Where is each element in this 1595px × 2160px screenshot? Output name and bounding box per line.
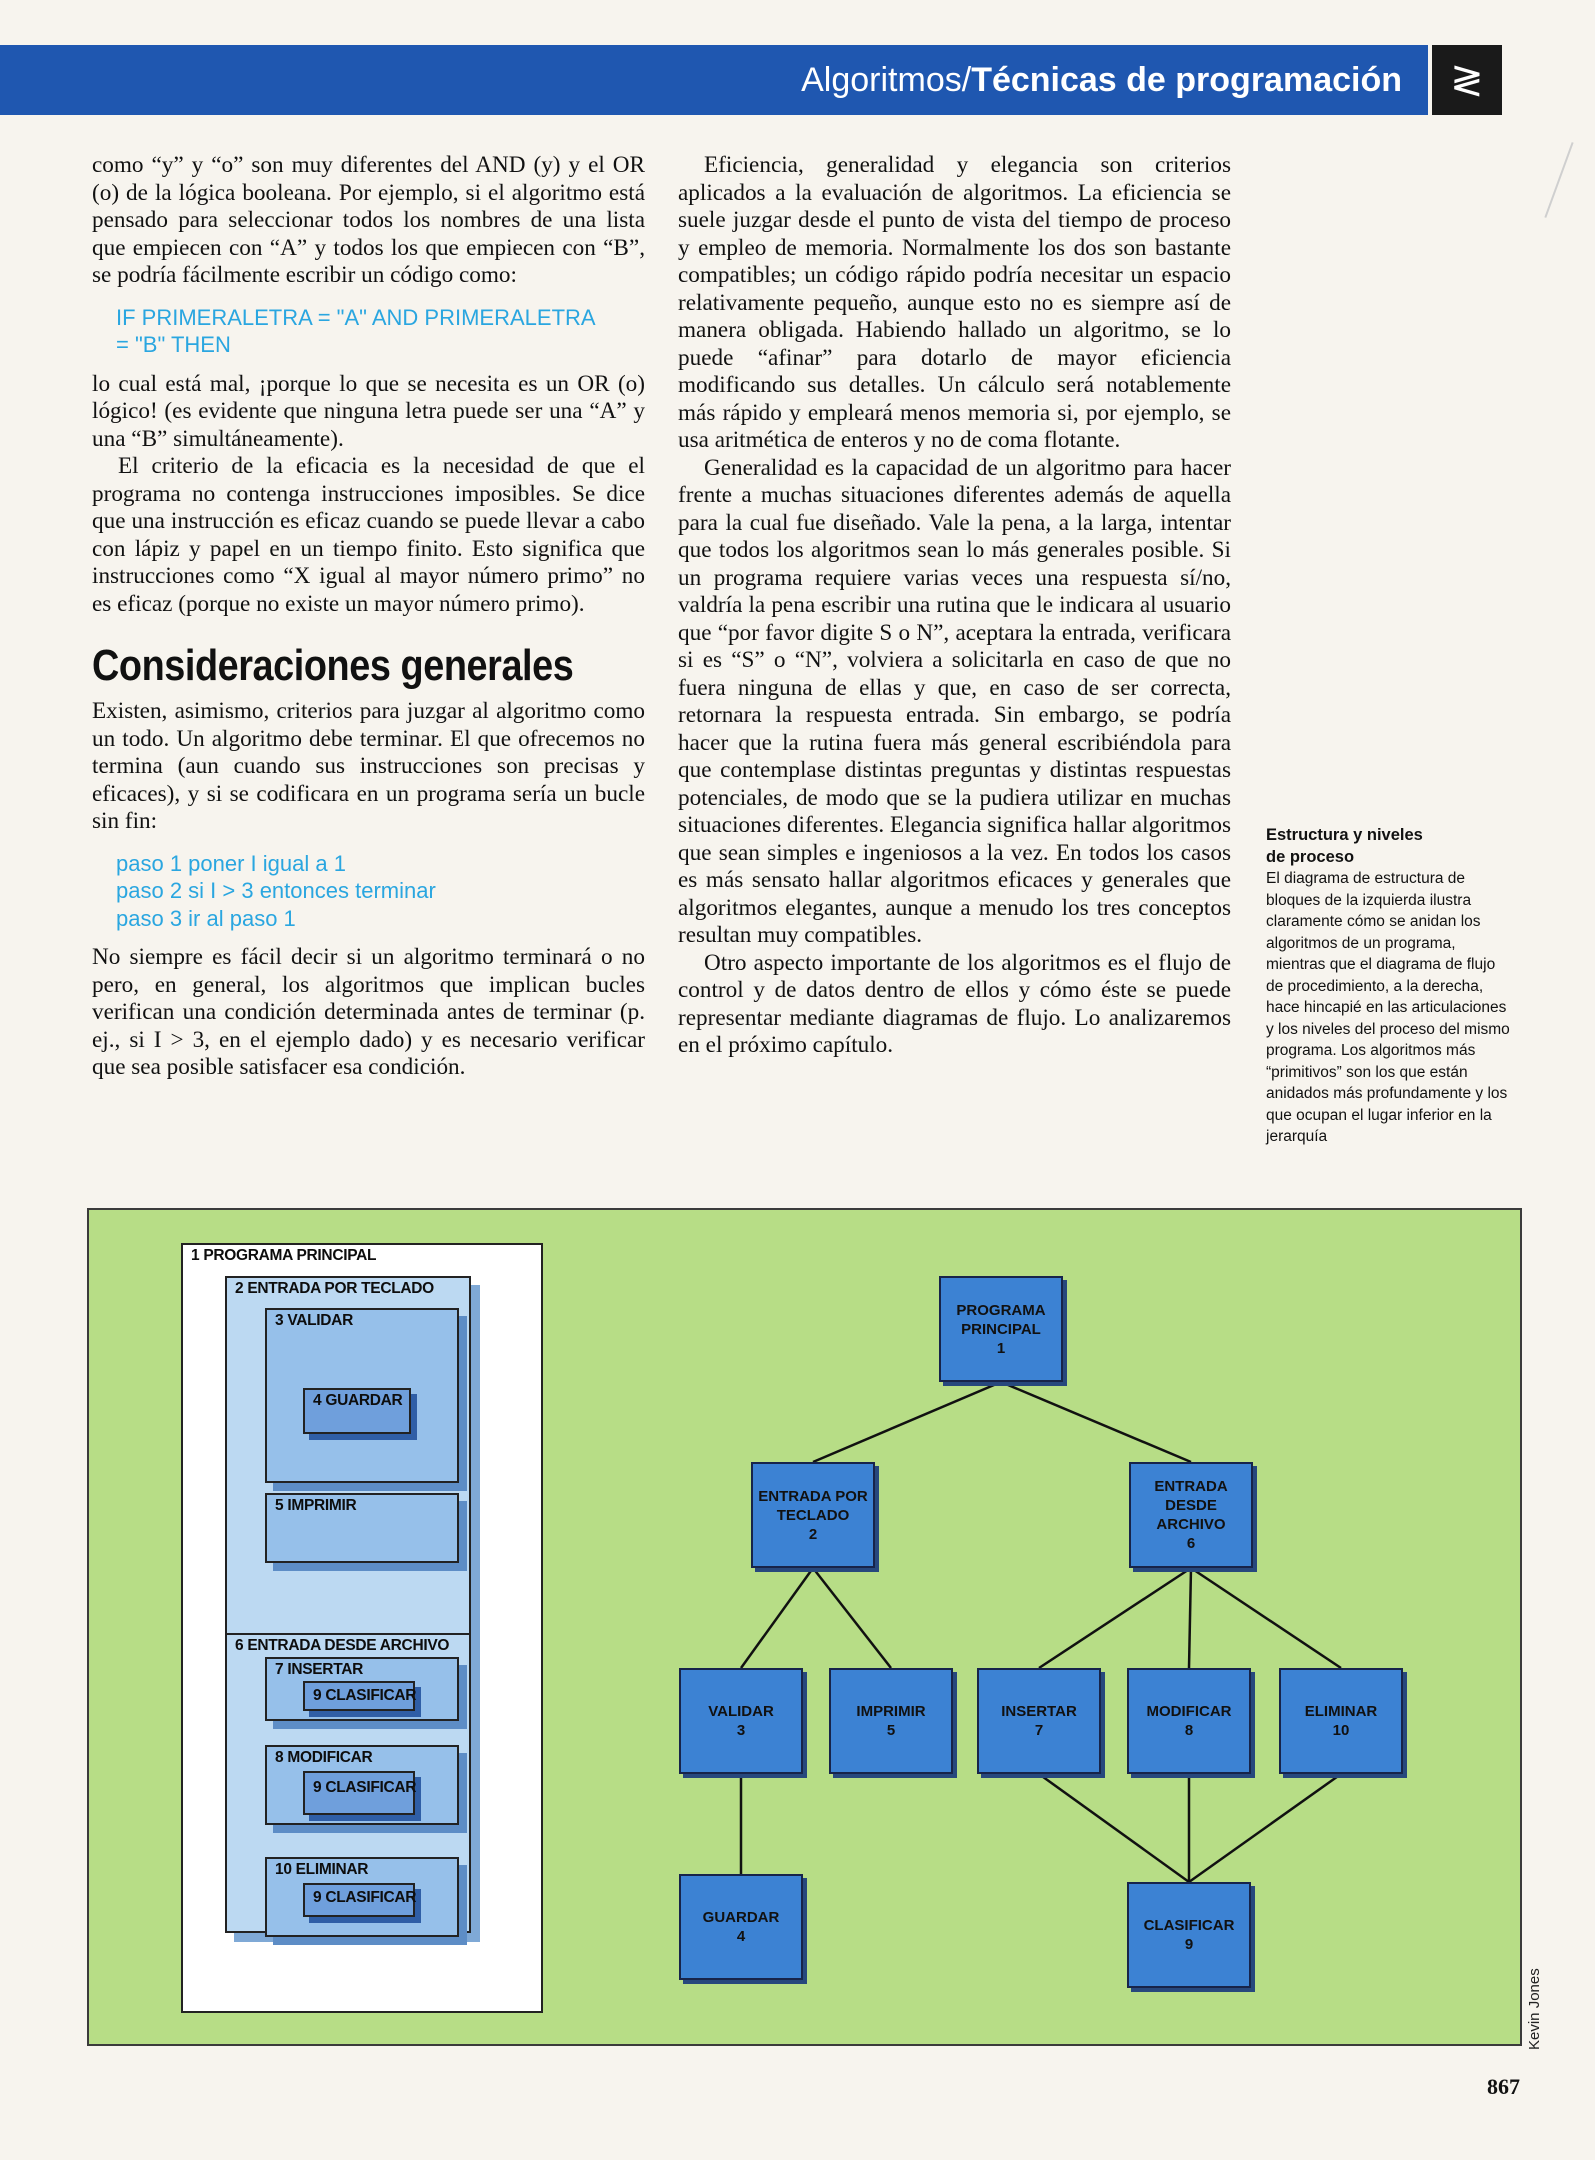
header-band	[0, 45, 1428, 115]
diagram-figure	[87, 1208, 1522, 2046]
tree-edge	[1039, 1774, 1189, 1882]
tree-edge	[1191, 1568, 1341, 1668]
tree-node-programa-principal	[939, 1276, 1063, 1382]
running-header	[801, 55, 1402, 105]
text-column-right	[678, 152, 1231, 1060]
block-label: 5 IMPRIMIR	[275, 1497, 357, 1514]
figure-caption	[1266, 825, 1516, 1148]
node-label: ENTRADA DESDE	[1154, 1478, 1228, 1514]
block-label: 9 CLASIFICAR	[313, 1779, 417, 1796]
block-label: 8 MODIFICAR	[275, 1749, 373, 1766]
node-label: MODIFICAR	[1146, 1703, 1232, 1720]
code-line: = "B" THEN	[116, 332, 231, 357]
block-label: 2 ENTRADA POR TECLADO	[235, 1280, 434, 1297]
block-label: 4 GUARDAR	[313, 1392, 403, 1409]
tree-edge	[741, 1568, 813, 1668]
section-heading: Consideraciones generales	[92, 641, 574, 690]
code-block-if	[116, 304, 645, 359]
node-number: 9	[1184, 1936, 1194, 1953]
illustrator-credit: Kevin Jones	[1526, 1968, 1543, 2050]
node-number: 7	[1034, 1722, 1044, 1739]
block-label: 3 VALIDAR	[275, 1312, 353, 1329]
node-label: PROGRAMA	[956, 1301, 1046, 1319]
tree-node-clasificar	[1127, 1882, 1251, 1988]
paragraph: lo cual está mal, ¡porque lo que se necesita es un OR (o) lógico! (es evidente que ninguna letra puede ser una “A” y una “B” simultáneamente).	[92, 370, 645, 452]
code-line: paso 3 ir al paso 1	[116, 905, 296, 931]
tree-node-entrada-teclado	[751, 1462, 875, 1568]
node-number: 1	[996, 1339, 1006, 1357]
text-column-left	[92, 152, 645, 1082]
node-label: INSERTAR	[1001, 1703, 1077, 1720]
caption-title: de proceso	[1266, 847, 1355, 866]
node-label: TECLADO	[776, 1506, 850, 1524]
node-label: IMPRIMIR	[856, 1703, 926, 1720]
block-label: 9 CLASIFICAR	[313, 1687, 417, 1704]
tree-edge	[813, 1382, 1001, 1462]
page-corner-mark	[1544, 142, 1573, 218]
block-label: 10 ELIMINAR	[275, 1861, 369, 1878]
node-label: ELIMINAR	[1304, 1703, 1378, 1720]
node-number: 2	[808, 1525, 818, 1543]
code-line: paso 1 poner I igual a 1	[116, 850, 346, 876]
node-number: 10	[1332, 1722, 1350, 1739]
node-label: PRINCIPAL	[961, 1320, 1041, 1338]
header-section: Algoritmos/	[801, 61, 972, 99]
paragraph: Generalidad es la capacidad de un algoritmo para hacer frente a muchas situaciones diferentes además de aquella para la cual fue diseñado. Vale la pena, a la larga, intentar que todos los algoritmos sean lo más generales posible. Si un programa requiere varias veces una respuesta sí/no, valdría la pena escribir una rutina que le indicara al usuario que “por favor digite S o N”, aceptara la entrada, verificara si es “S” o “N”, volviera a solicitarla en caso de que no fuera ninguna de ellas y que, en caso de ser correcta, retornara la respuesta entrada. Sin embargo, se podría hacer que la rutina fuera más general escribiéndola para que contemplase distintas preguntas y distintas respuestas potenciales, de modo que se la pudiera utilizar en muchas situaciones diferentes. Elegancia significa hallar algoritmos que sean simples e ingeniosos a la vez. En todos los casos es más sensato hallar algoritmos eficaces y generales que algoritmos elegantes, aunque a menudo los tres conceptos resultan muy compatibles.	[678, 454, 1231, 948]
tree-edge	[1039, 1568, 1191, 1668]
caption-title: Estructura y niveles	[1266, 826, 1423, 844]
node-label: ENTRADA POR	[758, 1487, 868, 1505]
paragraph: Eficiencia, generalidad y elegancia son criterios aplicados a la evaluación de algoritmos. La eficiencia se suele juzgar desde el punto de vista del tiempo de proceso y empleo de memoria. Normalmente los dos son bastante compatibles; un código rápido podría necesitar un espacio relativamente pequeño, aunque esto no es siempre así de manera obligada. Habiendo hallado un algoritmo, se lo puede “afinar” para dotarlo de mayor eficiencia modificando sus detalles. Un cálculo será notablemente más rápido y empleará menos memoria si, por ejemplo, se usa aritmética de enteros y no de coma flotante.	[678, 152, 1231, 453]
node-label: CLASIFICAR	[1143, 1917, 1235, 1934]
node-label: GUARDAR	[702, 1909, 780, 1926]
tree-node-eliminar	[1279, 1668, 1403, 1774]
node-number: 4	[736, 1928, 746, 1945]
paragraph: El criterio de la eficacia es la necesidad de que el programa no contenga instrucciones imposibles. Se dice que una instrucción es eficaz cuando se puede llevar a cabo con lápiz y papel en un tiempo finito. Esto significa que instrucciones como “X igual al mayor número primo” no es eficaz (porque no existe un mayor número primo).	[92, 453, 645, 617]
node-number: 6	[1186, 1535, 1196, 1552]
node-number: 3	[736, 1722, 746, 1739]
page-number: 867	[1487, 2074, 1520, 2099]
tree-connectors	[89, 1210, 1520, 2044]
tree-edge	[1189, 1568, 1191, 1668]
code-line: paso 2 si I > 3 entonces terminar	[116, 878, 436, 903]
caption-body: El diagrama de estructura de bloques de la izquierda ilustra claramente cómo se anidan los algoritmos de un programa, mientras que el diagrama de flujo de procedimiento, a la derecha, hace hincapié en las articulaciones y los niveles del proceso del mismo programa. Los algoritmos más “primitivos” son los que están anidados más profundamente y los que ocupan el lugar inferior en la jerarquía	[1266, 870, 1510, 1145]
node-number: 5	[886, 1722, 896, 1739]
tree-node-insertar	[977, 1668, 1101, 1774]
paragraph: No siempre es fácil decir si un algoritmo terminará o no pero, en general, los algoritmos que implican bucles verifican una condición determinada antes de terminar (p. ej., si I > 3, en el ejemplo dado) y es necesario verificar que sea posible satisfacer esa condición.	[92, 944, 645, 1080]
tree-node-validar	[679, 1668, 803, 1774]
code-line: IF PRIMERALETRA = "A" AND PRIMERALETRA	[116, 304, 596, 330]
block-label: 6 ENTRADA DESDE ARCHIVO	[235, 1637, 450, 1654]
node-label: VALIDAR	[708, 1703, 774, 1720]
code-block-loop	[116, 850, 645, 933]
block-label: 7 INSERTAR	[275, 1661, 364, 1678]
block-label: 9 CLASIFICAR	[313, 1889, 417, 1906]
header-topic: Técnicas de programación	[971, 61, 1402, 99]
tree-node-modificar	[1127, 1668, 1251, 1774]
tree-edge	[1001, 1382, 1191, 1462]
tree-node-entrada-archivo	[1129, 1462, 1253, 1568]
paragraph: Existen, asimismo, criterios para juzgar al algoritmo como un todo. Un algoritmo debe terminar. El que ofrecemos no termina (aun cuando sus instrucciones son precisas y eficaces), y si se codificara en un programa sería un bucle sin fin:	[92, 698, 645, 834]
tree-edge	[813, 1568, 891, 1668]
tree-node-guardar	[679, 1874, 803, 1980]
series-logo-icon: ≷	[1432, 45, 1502, 115]
block-label: 1 PROGRAMA PRINCIPAL	[191, 1247, 377, 1264]
paragraph: Otro aspecto importante de los algoritmos es el flujo de control y de datos dentro de ellos y cómo éste se puede representar mediante diagramas de flujo. Lo analizaremos en el próximo capítulo.	[678, 949, 1231, 1058]
paragraph: como “y” y “o” son muy diferentes del AND (y) y el OR (o) de la lógica booleana. Por ejemplo, si el algoritmo está pensado para seleccionar todos los nombres de una lista que empiecen con “A” y todos los que empiecen con “B”, se podría fácilmente escribir un código como:	[92, 152, 645, 288]
tree-edge	[1189, 1774, 1341, 1882]
node-number: 8	[1184, 1722, 1194, 1739]
tree-node-imprimir	[829, 1668, 953, 1774]
node-label: ARCHIVO	[1156, 1516, 1226, 1533]
